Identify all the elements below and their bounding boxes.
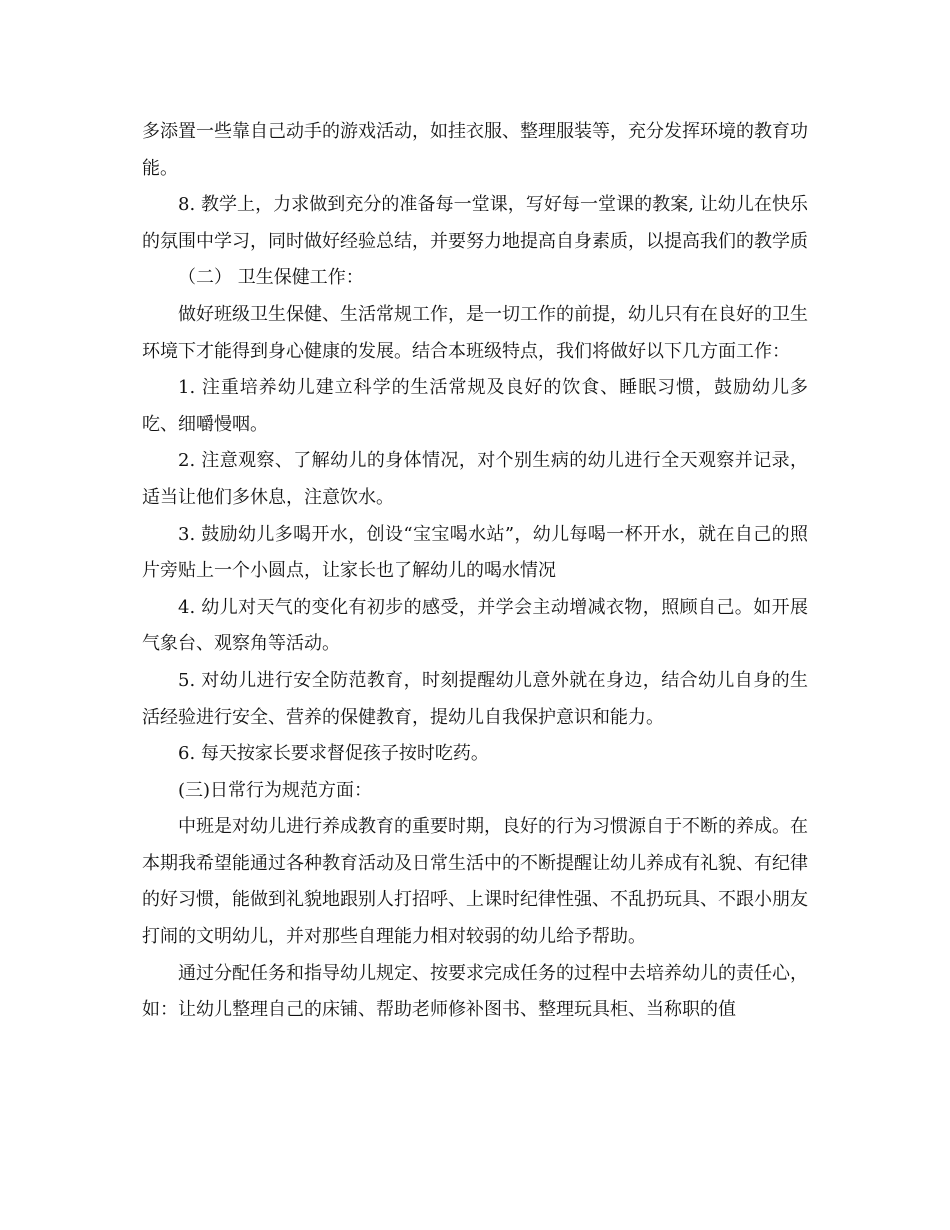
list-item-health-1: 1. 注重培养幼儿建立科学的生活常规及良好的饮食、睡眠习惯，鼓励幼儿多吃、细嚼慢咽。 (142, 377, 808, 435)
section-heading-health: （二） 卫生保健工作： (178, 267, 364, 289)
list-item-health-2: 2. 注意观察、了解幼儿的身体情况，对个别生病的幼儿进行全天观察并记录，适当让他们多休息，注意饮水。 (142, 450, 808, 508)
paragraph-health-intro: 做好班级卫生保健、生活常规工作，是一切工作的前提，幼儿只有在良好的卫生环境下才能得到身心健康的发展。结合本班级特点，我们将做好以下几方面工作： (142, 303, 808, 362)
paragraph-continuation: 多添置一些靠自己动手的游戏活动，如挂衣服、整理服装等，充分发挥环境的教育功能。 (142, 121, 808, 179)
list-item-health-5: 5. 对幼儿进行安全防范教育，时刻提醒幼儿意外就在身边，结合幼儿自身的生活经验进行安全、营养的保健教育，提幼儿自我保护意识和能力。 (142, 669, 808, 728)
document-body (142, 114, 808, 1029)
paragraph-item-8: 8. 教学上，力求做到充分的准备每一堂课，写好每一堂课的教案, 让幼儿在快乐的氛围中学习，同时做好经验总结，并要努力地提高自身素质，以提高我们的教学质 (142, 194, 808, 252)
section-heading-behavior: (三)日常行为规范方面： (178, 779, 373, 801)
paragraph-behavior-1: 中班是对幼儿进行养成教育的重要时期，良好的行为习惯源自于不断的养成。在本期我希望能通过各种教育活动及日常生活中的不断提醒让幼儿养成有礼貌、有纪律的好习惯，能做到礼貌地跟别人打招呼、上课时纪律性强、不乱扔玩具、不跟小朋友打闹的文明幼儿，并对那些自理能力相对较弱的幼儿给予帮助。 (142, 816, 808, 948)
paragraph-behavior-2: 通过分配任务和指导幼儿规定、按要求完成任务的过程中去培养幼儿的责任心，如：让幼儿整理自己的床铺、帮助老师修补图书、整理玩具柜、当称职的值 (142, 962, 808, 1021)
list-item-health-3: 3. 鼓励幼儿多喝开水，创设“宝宝喝水站”，幼儿每喝一杯开水，就在自己的照片旁贴上一个小圆点，让家长也了解幼儿的喝水情况 (142, 523, 808, 582)
list-item-health-4: 4. 幼儿对天气的变化有初步的感受，并学会主动增减衣物，照顾自己。如开展气象台、观察角等活动。 (142, 596, 808, 655)
list-item-health-6: 6. 每天按家长要求督促孩子按时吃药。 (178, 743, 489, 765)
